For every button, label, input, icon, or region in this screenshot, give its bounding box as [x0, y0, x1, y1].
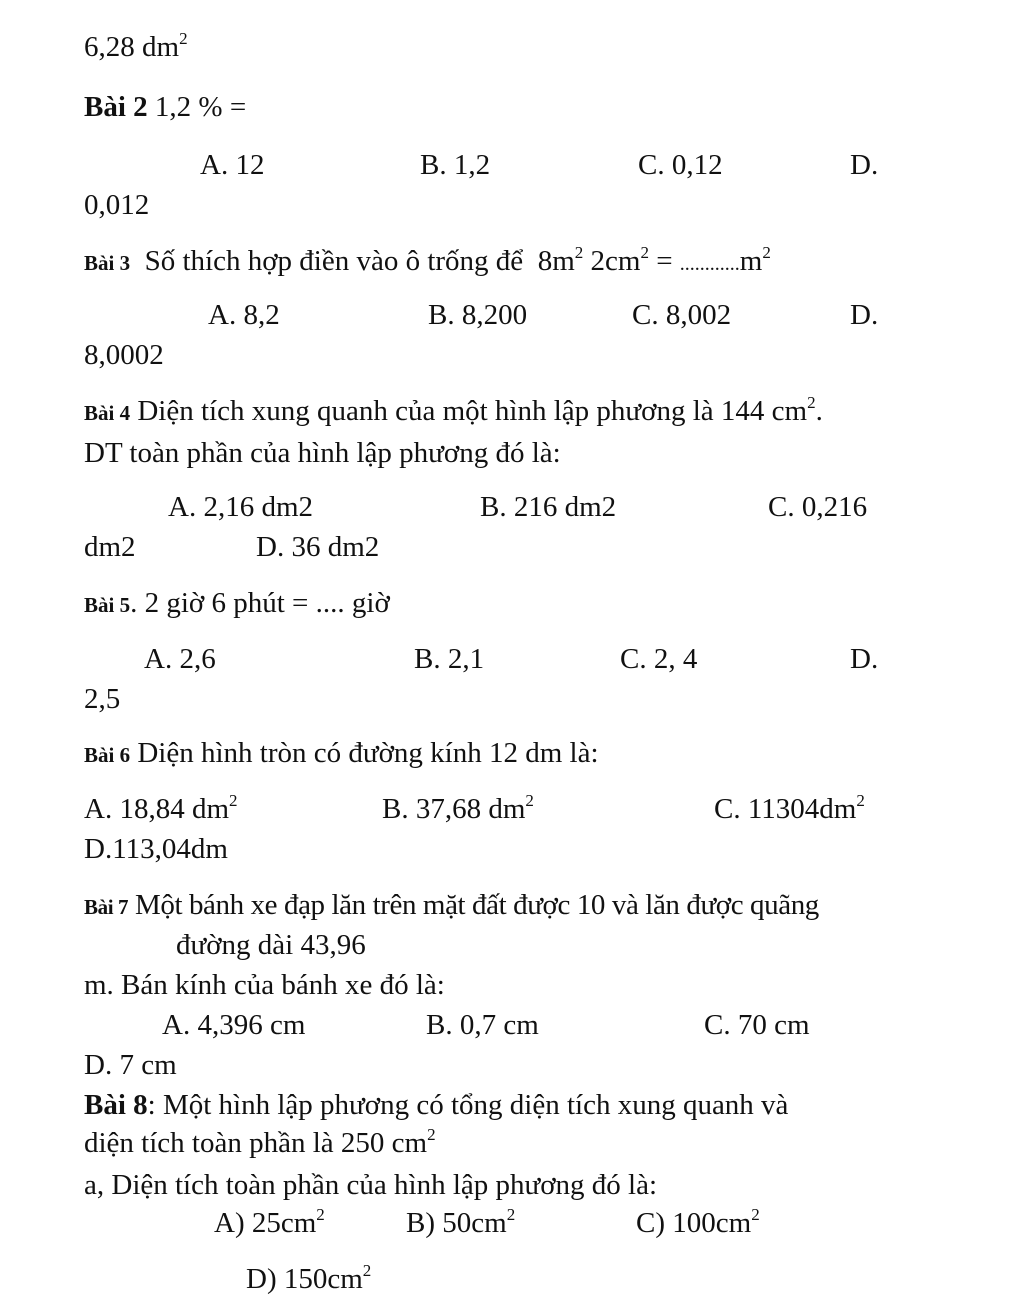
bai2-question: Bài 2 1,2 % =: [84, 91, 247, 123]
bai4-option-d: D. 36 dm2: [256, 531, 380, 563]
bai3-option-d-value: 8,0002: [84, 339, 164, 371]
bai6-option-d: D.113,04dm: [84, 833, 228, 865]
bai2-option-d: D.: [850, 149, 879, 181]
bai8-label: Bài 8: [84, 1089, 148, 1121]
bai5-option-b: B. 2,1: [414, 643, 485, 675]
bai4-question: Bài 4 Diện tích xung quanh của một hình lập phương là 144 $cm^2$.: [84, 393, 823, 427]
bai2-option-c: C. 0,12: [638, 149, 723, 181]
bai6-option-a: A. 18,84 $dm^2$: [84, 791, 238, 825]
bai4-question-line2: DT toàn phần của hình lập phương đó là:: [84, 437, 561, 469]
bai3-question: Bài 3 Số thích hợp điền vào ô trống để $8m^2$ $2cm^2 = ............m^2$: [84, 243, 771, 277]
bai3-option-d: D.: [850, 299, 879, 331]
bai5-label: Bài 5: [84, 593, 131, 617]
bai5-question: Bài 5. 2 giờ 6 phút = .... giờ: [84, 587, 390, 619]
bai6-option-b: B. 37,68 $dm^2$: [382, 791, 534, 825]
bai7-option-b: B. 0,7 cm: [426, 1009, 539, 1041]
bai6-label: Bài 6: [84, 743, 131, 767]
bai2-option-a: A. 12: [200, 149, 265, 181]
bai3-option-b: B. 8,200: [428, 299, 528, 331]
bai2-option-b: B. 1,2: [420, 149, 491, 181]
bai3-option-a: A. 8,2: [208, 299, 280, 331]
bai8-question-line2: diện tích toàn phần là 250 $cm^2$: [84, 1125, 436, 1159]
bai4-option-c: C. 0,216: [768, 491, 868, 523]
bai7-option-c: C. 70 cm: [704, 1009, 810, 1041]
bai7-question: Bài 7 Một bánh xe đạp lăn trên mặt đất được 10 và lăn được quãng: [84, 889, 819, 921]
bai7-label: Bài 7: [84, 895, 129, 919]
bai5-option-d-value: 2,5: [84, 683, 121, 715]
bai3-label: Bài 3: [84, 251, 131, 275]
bai7-question-line2: đường dài 43,96: [176, 929, 366, 961]
bai6-option-c: C. $11304dm^2$: [714, 791, 865, 825]
answer-blank: ............: [679, 253, 740, 275]
bai6-question: Bài 6 Diện hình tròn có đường kính 12 dm là:: [84, 737, 599, 769]
bai4-option-c-unit: dm2: [84, 531, 136, 563]
bai5-option-a: A. 2,6: [144, 643, 216, 675]
bai3-option-c: C. 8,002: [632, 299, 732, 331]
bai8-option-d-cutoff: D) $150cm^2$: [246, 1261, 372, 1295]
bai5-option-d: D.: [850, 643, 879, 675]
bai2-label: Bài 2: [84, 91, 148, 123]
bai4-label: Bài 4: [84, 401, 131, 425]
bai5-option-c: C. 2, 4: [620, 643, 698, 675]
bai8-option-c: C) $100cm^2$: [636, 1205, 760, 1239]
bai7-option-d: D. 7 cm: [84, 1049, 177, 1081]
bai4-option-b: B. 216 dm2: [480, 491, 617, 523]
bai8-option-a: A) $25cm^2$: [214, 1205, 325, 1239]
bai8-option-b: B) $50cm^2$: [406, 1205, 516, 1239]
bai8-sub-question-a: a, Diện tích toàn phần của hình lập phương đó là:: [84, 1169, 658, 1201]
bai4-option-a: A. 2,16 dm2: [168, 491, 313, 523]
bai7-option-a: A. 4,396 cm: [162, 1009, 306, 1041]
bai2-option-d-value: 0,012: [84, 189, 150, 221]
bai7-question-line3: m. Bán kính của bánh xe đó là:: [84, 969, 445, 1001]
top-border: [0, 0, 1024, 3]
bai8-question: Bài 8: Một hình lập phương có tổng diện tích xung quanh và: [84, 1089, 789, 1121]
previous-answer: 6,28 $dm^2$: [84, 29, 188, 63]
